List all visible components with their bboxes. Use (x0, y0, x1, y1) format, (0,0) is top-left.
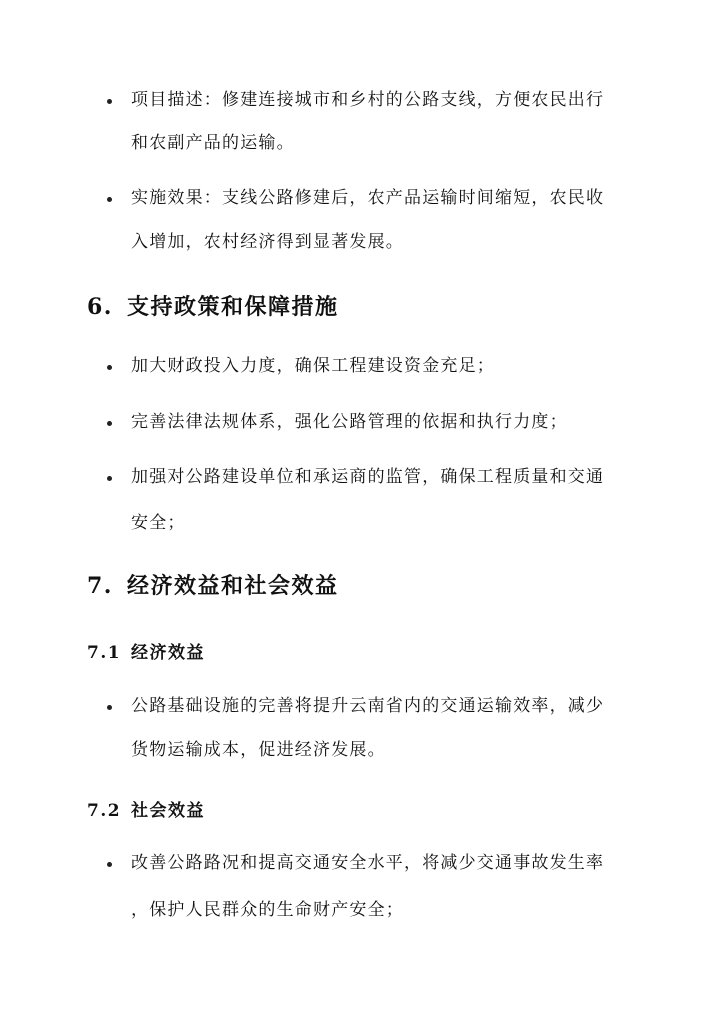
section-number: 7. (87, 573, 113, 599)
list-item-text-line: 货物运输成本，促进经济发展。 (131, 740, 386, 760)
bullet-icon (107, 862, 112, 867)
subsection-number: 7.2 (87, 801, 122, 821)
section-title: 支持政策和保障措施 (127, 294, 339, 320)
section-number: 6. (87, 294, 113, 320)
list-item-text-line: 项目描述：修建连接城市和乡村的公路支线，方便农民出行 (131, 90, 605, 110)
list-item-text-line: 加强对公路建设单位和承运商的监管，确保工程质量和交通 (131, 467, 605, 487)
list-item-text-line: 入增加，农村经济得到显著发展。 (131, 232, 404, 252)
list-item-text-line: 实施效果：支线公路修建后，农产品运输时间缩短，农民收 (131, 188, 605, 208)
list-item-text-line: 改善公路路况和提高交通安全水平，将减少交通事故发生率 (131, 853, 605, 873)
bullet-icon (107, 197, 112, 202)
bullet-icon (107, 476, 112, 481)
section-heading-6 (87, 290, 339, 321)
list-item-text-line: 加大财政投入力度，确保工程建设资金充足； (131, 356, 495, 376)
bullet-icon (107, 365, 112, 370)
subsection-title: 经济效益 (131, 643, 205, 663)
section-title: 经济效益和社会效益 (127, 573, 339, 599)
list-item-text-line: 公路基础设施的完善将提升云南省内的交通运输效率，减少 (131, 696, 605, 716)
list-item-text-line: 完善法律法规体系，强化公路管理的依据和执行力度； (131, 412, 568, 432)
bullet-icon (107, 421, 112, 426)
bullet-icon (107, 99, 112, 104)
subsection-heading-7-1 (87, 638, 205, 663)
list-item-text-line: 和农副产品的运输。 (131, 133, 295, 153)
subsection-number: 7.1 (87, 643, 122, 663)
subsection-title: 社会效益 (131, 801, 205, 821)
section-heading-7 (87, 569, 339, 600)
subsection-heading-7-2 (87, 796, 205, 821)
list-item-text-line: 安全； (131, 513, 186, 533)
bullet-icon (107, 705, 112, 710)
list-item-text-line: ，保护人民群众的生命财产安全； (131, 900, 404, 920)
